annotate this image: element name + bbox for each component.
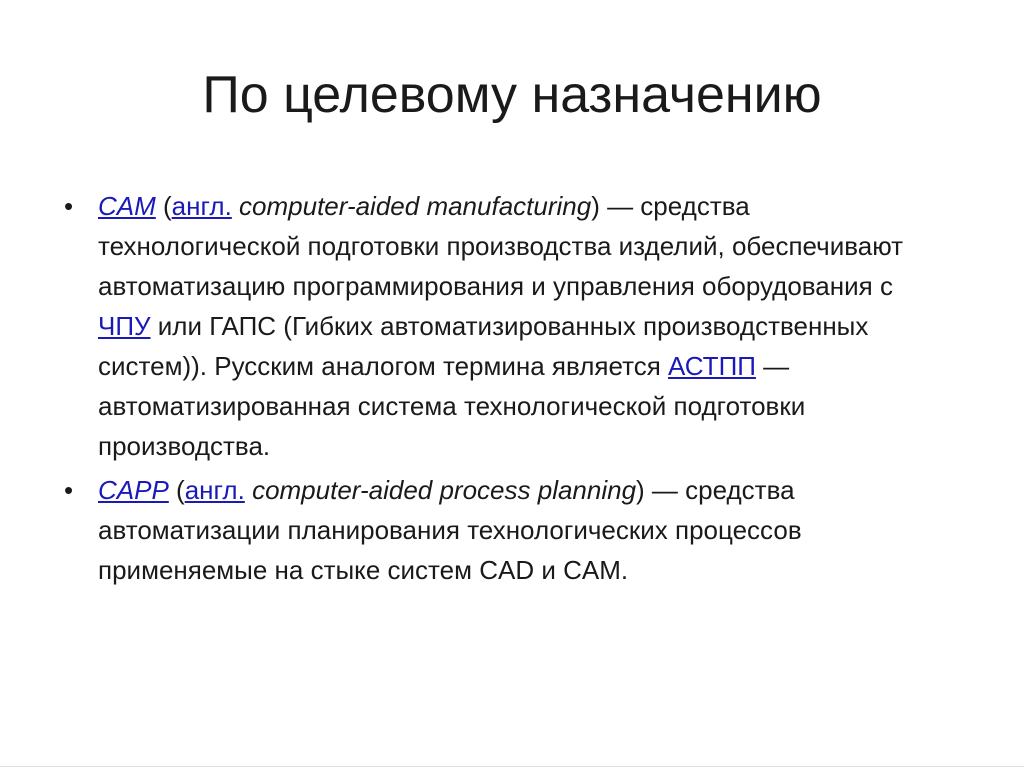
open-paren: ( [168, 475, 185, 505]
bullet-list [60, 186, 950, 594]
english-term: computer-aided process planning [252, 475, 637, 505]
bullet-icon: • [64, 475, 74, 505]
capp-link[interactable]: CAPP [98, 475, 169, 505]
open-paren: ( [155, 191, 172, 221]
space [245, 475, 252, 505]
english-term: computer-aided manufacturing [239, 191, 592, 221]
list-item-cam [60, 186, 950, 466]
definition-text: ) — средства технологической подготовки производства изделий, обеспечивают автоматизацию программирования и управления оборудования с [98, 191, 904, 301]
cnc-link[interactable]: ЧПУ [98, 311, 151, 341]
definition-text-end: ) — средства автоматизации планирования технологических процессов применяемые на стыке систем CAD и CAM. [98, 475, 802, 585]
english-abbrev-link[interactable]: англ. [171, 191, 232, 221]
space [232, 191, 239, 221]
definition-text-end: — автоматизированная система технологической подготовки производства. [98, 351, 806, 461]
english-abbrev-link[interactable]: англ. [184, 475, 245, 505]
bullet-icon: • [64, 191, 74, 221]
astpp-link[interactable]: АСТПП [668, 351, 756, 381]
definition-text-mid: или ГАПС (Гибких автоматизированных производственных систем)). Русским аналогом термина является [98, 311, 869, 381]
list-item-capp [60, 470, 950, 590]
slide-title: По целевому назначению [202, 66, 822, 124]
cam-link[interactable]: CAM [98, 191, 156, 221]
